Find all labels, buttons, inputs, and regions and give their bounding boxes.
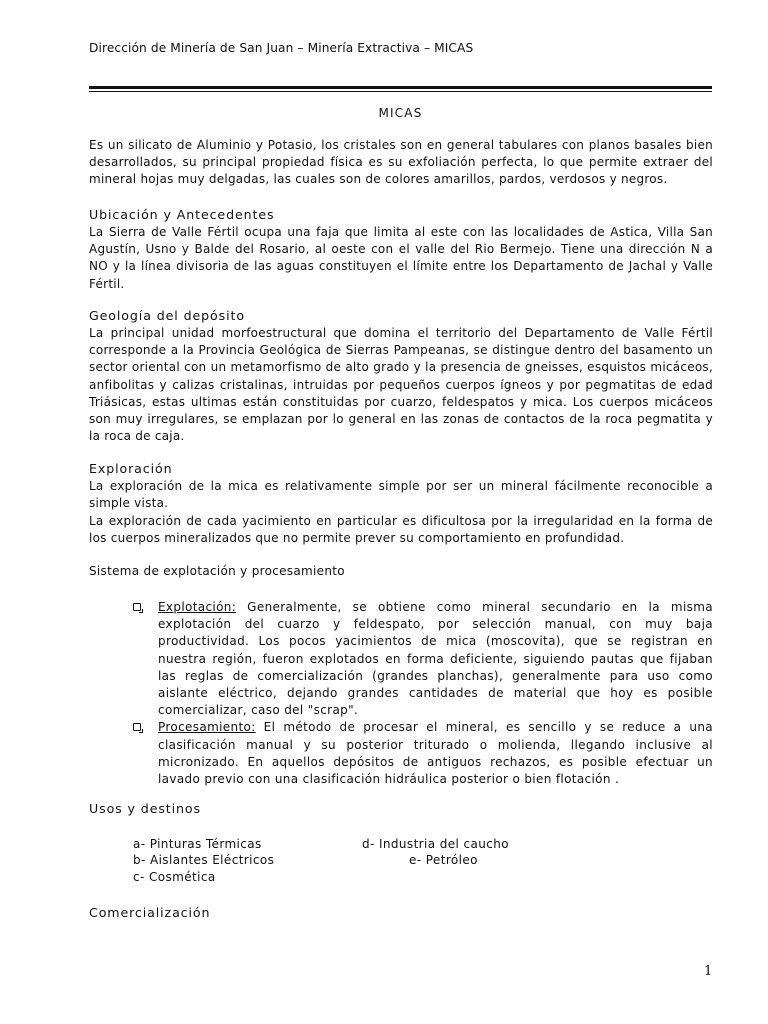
intro-paragraph: Es un silicato de Aluminio y Potasio, los cristales son en general tabulares con planos basales bien desarrollados, su principal propiedad física es su exfoliación perfecta, lo que permite extraer del mineral hojas muy delgadas, las cuales son de colores amarillos, pardos, verdosos y negros.: [89, 138, 713, 187]
page-header: Dirección de Minería de San Juan – Minería Extractiva – MICAS: [89, 41, 474, 55]
procesamiento-text: El método de procesar el mineral, es sencillo y se reduce a una clasificación manual y su posterior triturado o molienda, llegando inclusive al micronizado. En aquellos depósitos de antiguos rechazos, es posible efectuar un lavado previo con una clasificación hidráulica posterior o bien flotación .: [158, 720, 713, 787]
ubicacion-paragraph: La Sierra de Valle Fértil ocupa una faja que limita al este con las localidades de Astica, Villa San Agustín, Usno y Balde del Rosario, al oeste con el valle del Rio Bermejo. Tiene una dirección N a NO y la línea divisoria de las aguas constituyen el límite entre los Departamento de Jachal y Valle Fértil.: [89, 225, 713, 291]
list-item-explotacion: [133, 599, 713, 719]
page-number: 1: [704, 964, 713, 979]
header-rule-thin: [89, 91, 712, 92]
checkbox-bullet-icon: [133, 723, 141, 731]
header-rule-thick: [89, 86, 712, 89]
heading-usos: Usos y destinos: [89, 801, 201, 816]
exploracion-paragraph-1: La exploración de la mica es relativamente simple por ser un mineral fácilmente reconocible a simple vista.: [89, 479, 713, 511]
geologia-paragraph: La principal unidad morfoestructural que domina el territorio del Departamento de Valle Fértil corresponde a la Provincia Geológica de Sierras Pampeanas, se distingue dentro del basamento un sector oriental con un metamorfismo de alto grado y la presencia de gneisses, esquistos micáceos, anfibolitas y calizas cristalinas, intruidas por pequeños cuerpos ígneos y por pegmatitas de edad Triásicas, estas ultimas están constituidas por cuarzo, feldespatos y mica. Los cuerpos micáceos son muy irregulares, se emplazan por lo general en las zonas de contactos de la roca pegmatita y la roca de caja.: [89, 326, 713, 444]
uso-d: d- Industria del caucho: [362, 837, 509, 851]
heading-comercializacion: Comercialización: [89, 905, 211, 920]
explotacion-text: Generalmente, se obtiene como mineral secundario en la misma explotación del cuarzo y feldespato, por selección manual, con muy baja productividad. Los pocos yacimientos de mica (moscovita), que se registran en nuestra región, fueron explotados en forma deficiente, siguiendo pautas que fijaban las reglas de comercialización (grandes planchas), generalmente para uso como aislante eléctrico, dejando grandes cantidades de material que hoy es posible comercializar, caso del "scrap".: [158, 600, 713, 718]
checkbox-bullet-icon: [133, 603, 141, 611]
uso-b: b- Aislantes Eléctricos: [133, 853, 275, 867]
uso-a: a- Pinturas Térmicas: [133, 837, 262, 851]
heading-exploracion: Exploración: [89, 461, 173, 476]
exploracion-paragraph-2: La exploración de cada yacimiento en particular es dificultosa por la irregularidad en la forma de los cuerpos mineralizados que no permite prever su comportamiento en profundidad.: [89, 514, 713, 546]
heading-ubicacion: Ubicación y Antecedentes: [89, 207, 275, 222]
heading-geologia: Geología del depósito: [89, 308, 245, 323]
document-title: MICAS: [378, 106, 423, 120]
list-item-procesamiento: [133, 719, 713, 788]
heading-sistema: Sistema de explotación y procesamiento: [89, 564, 345, 578]
uso-c: c- Cosmética: [133, 870, 216, 884]
procesamiento-label: Procesamiento:: [158, 720, 256, 735]
explotacion-label: Explotación:: [158, 600, 237, 614]
sistema-list: [133, 599, 713, 788]
uso-e: e- Petróleo: [409, 853, 478, 867]
